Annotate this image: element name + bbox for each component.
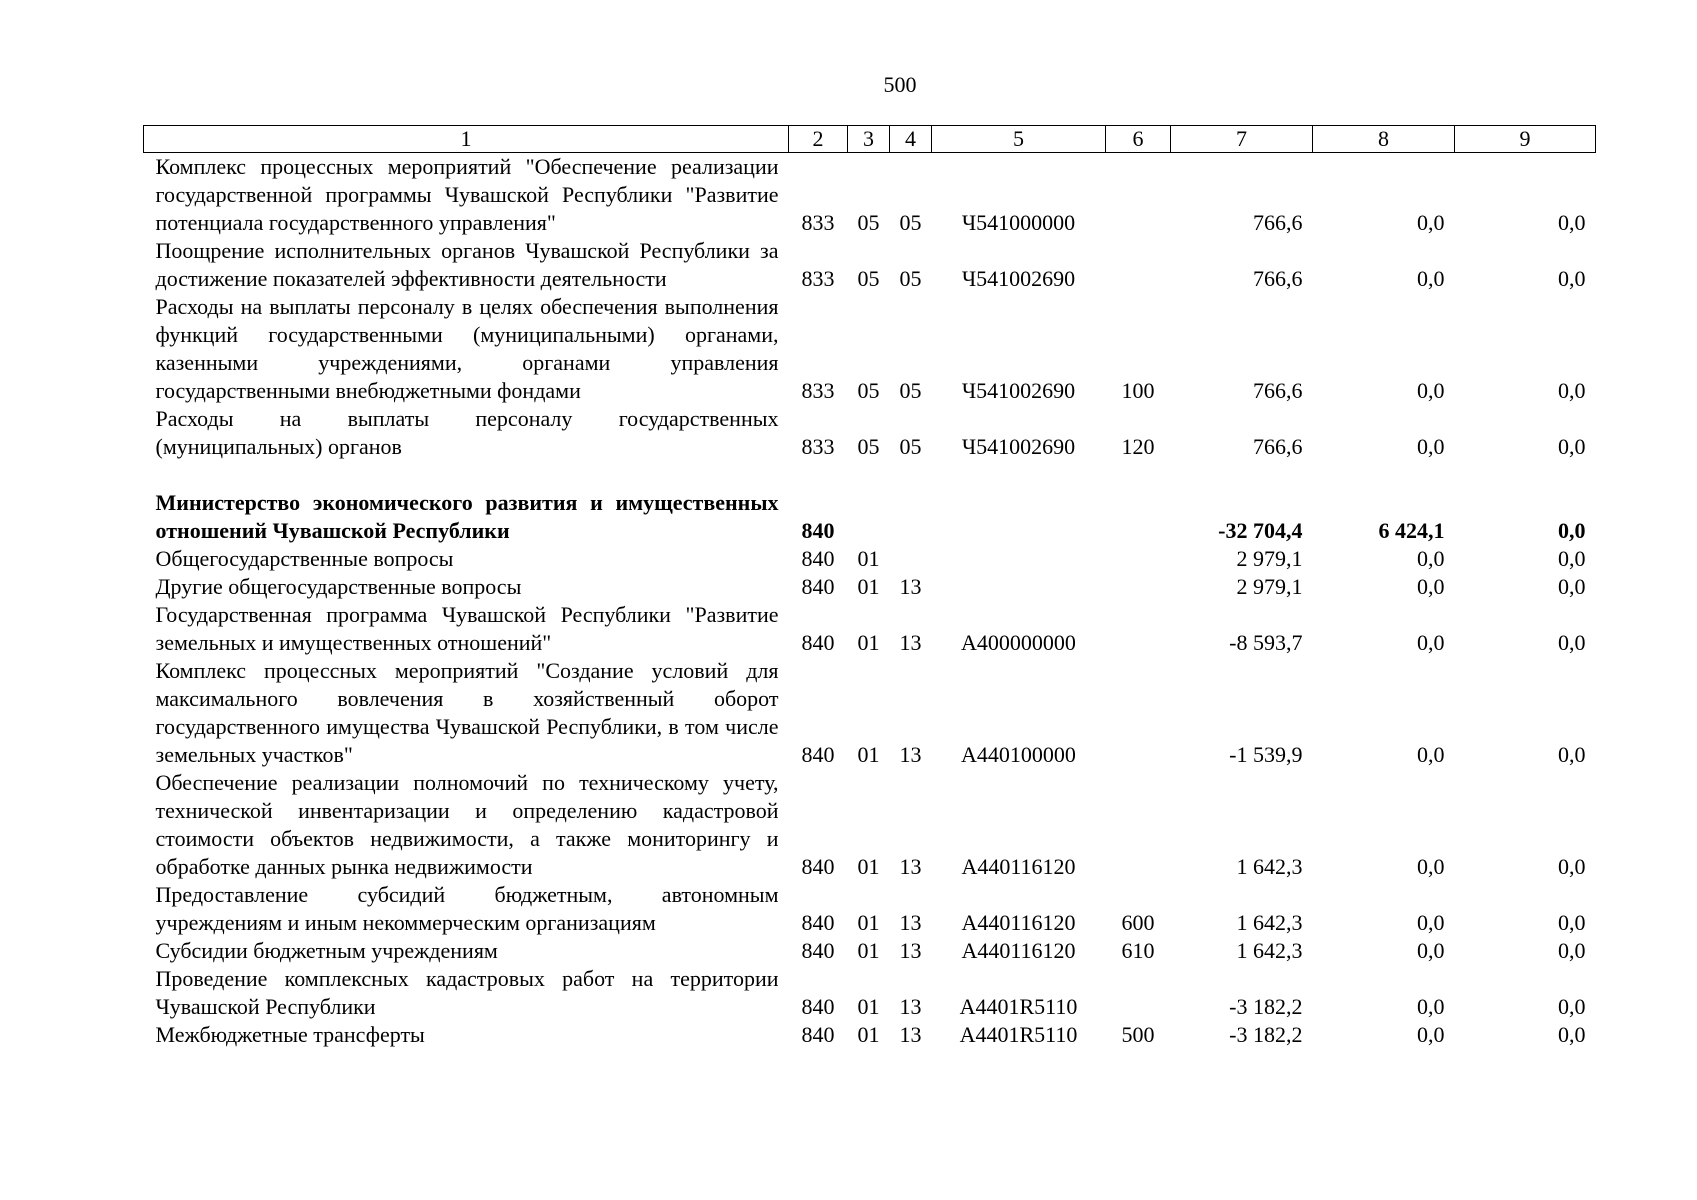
table-row [144, 965, 1596, 1021]
row-expense-type: 600 [1121, 910, 1155, 935]
row-amount-col8: 0,0 [1417, 574, 1445, 599]
row-amount-col9: 0,0 [1558, 210, 1586, 235]
table-row [144, 573, 1596, 601]
row-name: Обеспечение реализации полномочий по техническому учету, технической инвентаризации и определению кадастровой стоимости объектов недвижимости, а также мониторингу и обработке данных рынка недвижимости [155, 770, 779, 879]
row-target-article: Ч541000000 [961, 210, 1076, 235]
row-target-article: А440100000 [961, 742, 1076, 767]
row-admin-code: 840 [801, 630, 835, 655]
row-amount-col8: 0,0 [1417, 630, 1445, 655]
table-row [144, 153, 1596, 238]
row-section: 01 [857, 938, 880, 963]
row-admin-code: 833 [801, 378, 835, 403]
table-header [144, 126, 1596, 153]
table-row [144, 601, 1596, 657]
row-admin-code: 840 [801, 518, 835, 543]
table-row [144, 405, 1596, 461]
row-expense-type [1106, 545, 1171, 573]
row-amount-col7: 766,6 [1253, 434, 1303, 459]
row-name: Поощрение исполнительных органов Чувашской Республики за достижение показателей эффективности деятельности [155, 238, 779, 291]
row-expense-type: 120 [1121, 434, 1155, 459]
row-expense-type [1106, 153, 1171, 238]
row-subsection [890, 545, 932, 573]
row-name: Предоставление субсидий бюджетным, автономным учреждениям и иным некоммерческим организациям [155, 882, 779, 935]
header-col-6: 6 [1106, 126, 1171, 153]
row-name: Комплекс процессных мероприятий "Создание условий для максимального вовлечения в хозяйственный оборот государственного имущества Чувашской Республики, в том числе земельных участков" [155, 658, 779, 767]
row-amount-col8: 6 424,1 [1378, 518, 1445, 543]
row-admin-code: 833 [801, 266, 835, 291]
row-subsection: 13 [899, 574, 922, 599]
row-expense-type [1106, 769, 1171, 881]
row-name: Другие общегосударственные вопросы [155, 574, 522, 599]
row-target-article: Ч541002690 [961, 266, 1076, 291]
row-subsection: 13 [899, 742, 922, 767]
table-row [144, 657, 1596, 769]
row-amount-col7: 766,6 [1253, 266, 1303, 291]
row-admin-code: 840 [801, 546, 835, 571]
row-expense-type: 500 [1121, 1022, 1155, 1047]
row-target-article [932, 545, 1106, 573]
row-subsection: 13 [899, 910, 922, 935]
row-amount-col8: 0,0 [1417, 1022, 1445, 1047]
row-subsection: 13 [899, 994, 922, 1019]
row-name: Проведение комплексных кадастровых работ на территории Чувашской Республики [155, 966, 779, 1019]
row-section: 05 [857, 434, 880, 459]
row-name: Комплекс процессных мероприятий "Обеспечение реализации государственной программы Чувашской Республики "Развитие потенциала государственного управления" [155, 154, 779, 235]
row-expense-type: 100 [1121, 378, 1155, 403]
header-col-9: 9 [1455, 126, 1596, 153]
row-section: 01 [857, 546, 880, 571]
row-name: Министерство экономического развития и имущественных отношений Чувашской Республики [155, 490, 779, 543]
row-admin-code: 840 [801, 1022, 835, 1047]
spacer-cell [144, 461, 1596, 489]
row-admin-code: 840 [801, 574, 835, 599]
row-target-article: А440116120 [961, 910, 1076, 935]
table-body [144, 153, 1596, 1050]
header-col-3: 3 [848, 126, 890, 153]
row-target-article: Ч541002690 [961, 434, 1076, 459]
row-amount-col9: 0,0 [1558, 630, 1586, 655]
table-row [144, 489, 1596, 545]
row-admin-code: 833 [801, 210, 835, 235]
row-amount-col7: -3 182,2 [1229, 1022, 1303, 1047]
header-col-5: 5 [932, 126, 1106, 153]
row-amount-col8: 0,0 [1417, 742, 1445, 767]
row-section: 01 [857, 630, 880, 655]
row-amount-col8: 0,0 [1417, 378, 1445, 403]
table-row [144, 545, 1596, 573]
page-number: 500 [883, 72, 917, 97]
row-section: 01 [857, 742, 880, 767]
row-amount-col9: 0,0 [1558, 854, 1586, 879]
row-target-article: Ч541002690 [961, 378, 1076, 403]
row-amount-col7: -8 593,7 [1229, 630, 1303, 655]
row-expense-type [1106, 601, 1171, 657]
row-amount-col8: 0,0 [1417, 994, 1445, 1019]
row-name: Общегосударственные вопросы [155, 546, 454, 571]
row-expense-type [1106, 489, 1171, 545]
header-col-1: 1 [144, 126, 789, 153]
row-name: Государственная программа Чувашской Республики "Развитие земельных и имущественных отношений" [155, 602, 779, 655]
row-expense-type [1106, 965, 1171, 1021]
table-row [144, 937, 1596, 965]
row-target-article: А4401R5110 [959, 1022, 1078, 1047]
row-amount-col9: 0,0 [1558, 546, 1586, 571]
row-name: Расходы на выплаты персоналу в целях обеспечения выполнения функций государственными (муниципальными) органами, казенными учреждениями, органами управления государственными внебюджетными фондами [155, 294, 779, 403]
row-name: Субсидии бюджетным учреждениям [155, 938, 498, 963]
row-subsection: 05 [899, 210, 922, 235]
header-col-7: 7 [1171, 126, 1313, 153]
row-target-article: А440116120 [961, 854, 1076, 879]
row-amount-col9: 0,0 [1558, 994, 1586, 1019]
row-amount-col9: 0,0 [1558, 518, 1586, 543]
row-section: 05 [857, 378, 880, 403]
row-amount-col7: 2 979,1 [1236, 546, 1303, 571]
row-amount-col9: 0,0 [1558, 742, 1586, 767]
row-amount-col8: 0,0 [1417, 938, 1445, 963]
row-amount-col9: 0,0 [1558, 378, 1586, 403]
header-col-4: 4 [890, 126, 932, 153]
row-amount-col8: 0,0 [1417, 210, 1445, 235]
row-admin-code: 840 [801, 994, 835, 1019]
row-amount-col8: 0,0 [1417, 910, 1445, 935]
header-row [144, 126, 1596, 153]
row-section: 01 [857, 994, 880, 1019]
row-amount-col9: 0,0 [1558, 1022, 1586, 1047]
row-admin-code: 840 [801, 910, 835, 935]
row-amount-col7: -32 704,4 [1218, 518, 1303, 543]
row-section: 01 [857, 910, 880, 935]
row-section [848, 489, 890, 545]
row-amount-col9: 0,0 [1558, 434, 1586, 459]
row-amount-col9: 0,0 [1558, 910, 1586, 935]
row-target-article: А440116120 [961, 938, 1076, 963]
row-admin-code: 840 [801, 938, 835, 963]
row-section: 05 [857, 210, 880, 235]
row-amount-col7: -1 539,9 [1229, 742, 1303, 767]
row-subsection: 05 [899, 378, 922, 403]
budget-table-container [143, 125, 1595, 1049]
row-amount-col8: 0,0 [1417, 546, 1445, 571]
row-subsection: 13 [899, 630, 922, 655]
row-section: 05 [857, 266, 880, 291]
row-amount-col9: 0,0 [1558, 574, 1586, 599]
row-amount-col8: 0,0 [1417, 434, 1445, 459]
table-row [144, 237, 1596, 293]
budget-table [143, 125, 1596, 1049]
row-target-article [932, 573, 1106, 601]
row-amount-col7: 766,6 [1253, 210, 1303, 235]
row-target-article [932, 489, 1106, 545]
row-section: 01 [857, 1022, 880, 1047]
row-admin-code: 833 [801, 434, 835, 459]
header-col-2: 2 [789, 126, 848, 153]
row-expense-type: 610 [1121, 938, 1155, 963]
row-subsection: 13 [899, 1022, 922, 1047]
header-col-8: 8 [1313, 126, 1455, 153]
row-name: Расходы на выплаты персоналу государственных (муниципальных) органов [155, 406, 779, 459]
row-amount-col7: 1 642,3 [1236, 910, 1303, 935]
row-admin-code: 840 [801, 854, 835, 879]
row-amount-col8: 0,0 [1417, 854, 1445, 879]
row-amount-col7: -3 182,2 [1229, 994, 1303, 1019]
table-row [144, 1021, 1596, 1049]
row-amount-col7: 2 979,1 [1236, 574, 1303, 599]
row-target-article: А4401R5110 [959, 994, 1078, 1019]
table-row [144, 881, 1596, 937]
row-subsection: 13 [899, 938, 922, 963]
row-amount-col9: 0,0 [1558, 938, 1586, 963]
row-expense-type [1106, 657, 1171, 769]
row-subsection: 05 [899, 434, 922, 459]
row-subsection [890, 489, 932, 545]
row-expense-type [1106, 573, 1171, 601]
row-target-article: А400000000 [961, 630, 1076, 655]
row-expense-type [1106, 237, 1171, 293]
row-amount-col7: 1 642,3 [1236, 854, 1303, 879]
row-section: 01 [857, 574, 880, 599]
row-subsection: 13 [899, 854, 922, 879]
row-name: Межбюджетные трансферты [155, 1022, 425, 1047]
table-row [144, 293, 1596, 405]
row-section: 01 [857, 854, 880, 879]
table-row [144, 769, 1596, 881]
row-admin-code: 840 [801, 742, 835, 767]
row-subsection: 05 [899, 266, 922, 291]
spacer-row [144, 461, 1596, 489]
row-amount-col7: 766,6 [1253, 378, 1303, 403]
row-amount-col7: 1 642,3 [1236, 938, 1303, 963]
row-amount-col8: 0,0 [1417, 266, 1445, 291]
row-amount-col9: 0,0 [1558, 266, 1586, 291]
